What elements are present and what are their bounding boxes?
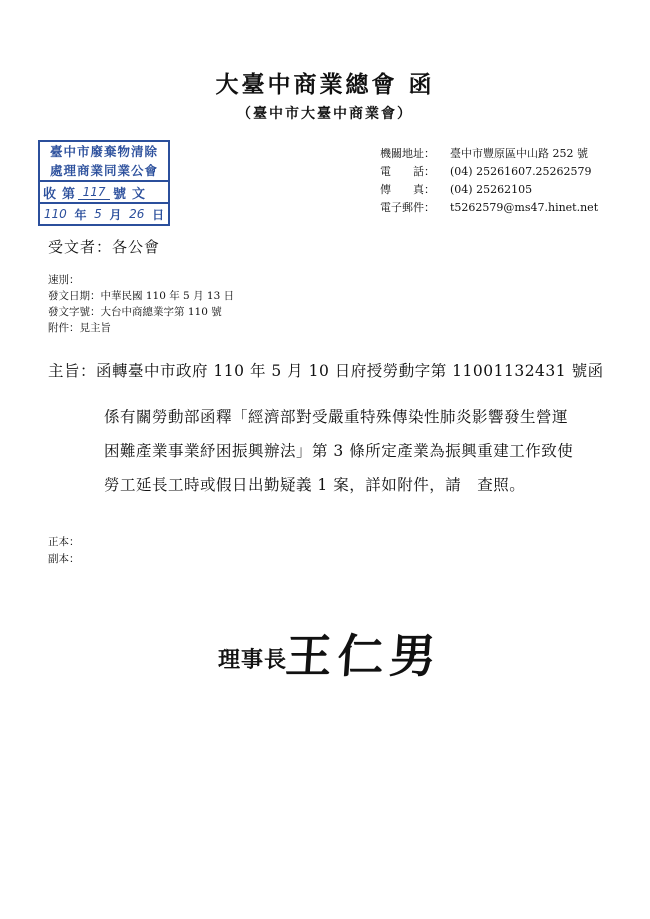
meta-issue-number: 發文字號：大台中商總業字第 110 號 [48, 306, 222, 318]
document-subtitle: （臺中市大臺中商業會） [237, 106, 413, 122]
contact-phone [380, 163, 598, 181]
body-paragraph [104, 400, 614, 502]
stamp-receive-wen: 文 [132, 186, 146, 202]
stamp-date-day-unit: 日 [152, 207, 165, 222]
stamp-date-row [40, 202, 168, 224]
contact-fax [380, 181, 598, 199]
contact-address [380, 145, 598, 163]
contact-phone-value: (04) 25261607.25262579 [450, 165, 592, 178]
stamp-receive-row [40, 180, 168, 202]
meta-block [48, 272, 234, 336]
contact-email-label: 電子郵件： [380, 201, 435, 214]
contact-email-value: t5262579@ms47.hinet.net [450, 201, 599, 214]
contact-phone-label: 電 話： [380, 165, 435, 178]
contact-address-value: 臺中市豐原區中山路 252 號 [450, 147, 588, 160]
stamp-receive-number: 117 [78, 185, 110, 200]
stamp-date-year-unit: 年 [74, 207, 87, 222]
receipt-stamp [38, 140, 170, 226]
original-recipients: 正本： [48, 536, 80, 548]
meta-speed: 速別： [48, 274, 80, 286]
contact-fax-label: 傳 真： [380, 183, 435, 196]
meta-issue-date: 發文日期：中華民國 110 年 5 月 13 日 [48, 290, 235, 302]
contact-fax-value: (04) 25262105 [450, 183, 533, 196]
distribution-block [48, 534, 80, 568]
signature-name: 王仁男 [283, 629, 444, 683]
stamp-date-year: 110 [43, 207, 67, 221]
stamp-date-month: 5 [94, 207, 102, 221]
body-line: 係有關勞動部函釋「經濟部對受嚴重特殊傳染性肺炎影響發生營運 [104, 408, 569, 426]
contact-block [380, 145, 598, 217]
stamp-org-line2: 處理商業同業公會 [49, 163, 158, 178]
body-line: 勞工延長工時或假日出勤疑義 1 案，詳如附件，請 查照。 [104, 476, 526, 494]
stamp-receive-hao: 號 [113, 186, 127, 202]
copy-recipients: 副本： [48, 553, 80, 565]
stamp-receive-di: 第 [62, 186, 76, 202]
document-title: 大臺中商業總會 函 [215, 71, 435, 98]
body-line: 困難產業事業紓困振興辦法」第 3 條所定產業為振興重建工作致使 [104, 442, 574, 460]
signature-title: 理事長 [218, 648, 288, 673]
contact-address-label: 機關地址： [380, 147, 435, 160]
recipient: 受文者：各公會 [48, 238, 161, 256]
stamp-date-day: 26 [129, 207, 145, 221]
subject-line: 主旨：函轉臺中市政府 110 年 5 月 10 日府授勞動字第 11001132431 號函 [48, 362, 604, 380]
meta-attachment: 附件：見主旨 [48, 322, 111, 334]
stamp-org-line1: 臺中市廢棄物清除 [49, 144, 158, 159]
stamp-receive-prefix: 收 [43, 186, 57, 202]
contact-email [380, 199, 598, 217]
stamp-date-month-unit: 月 [109, 207, 122, 222]
